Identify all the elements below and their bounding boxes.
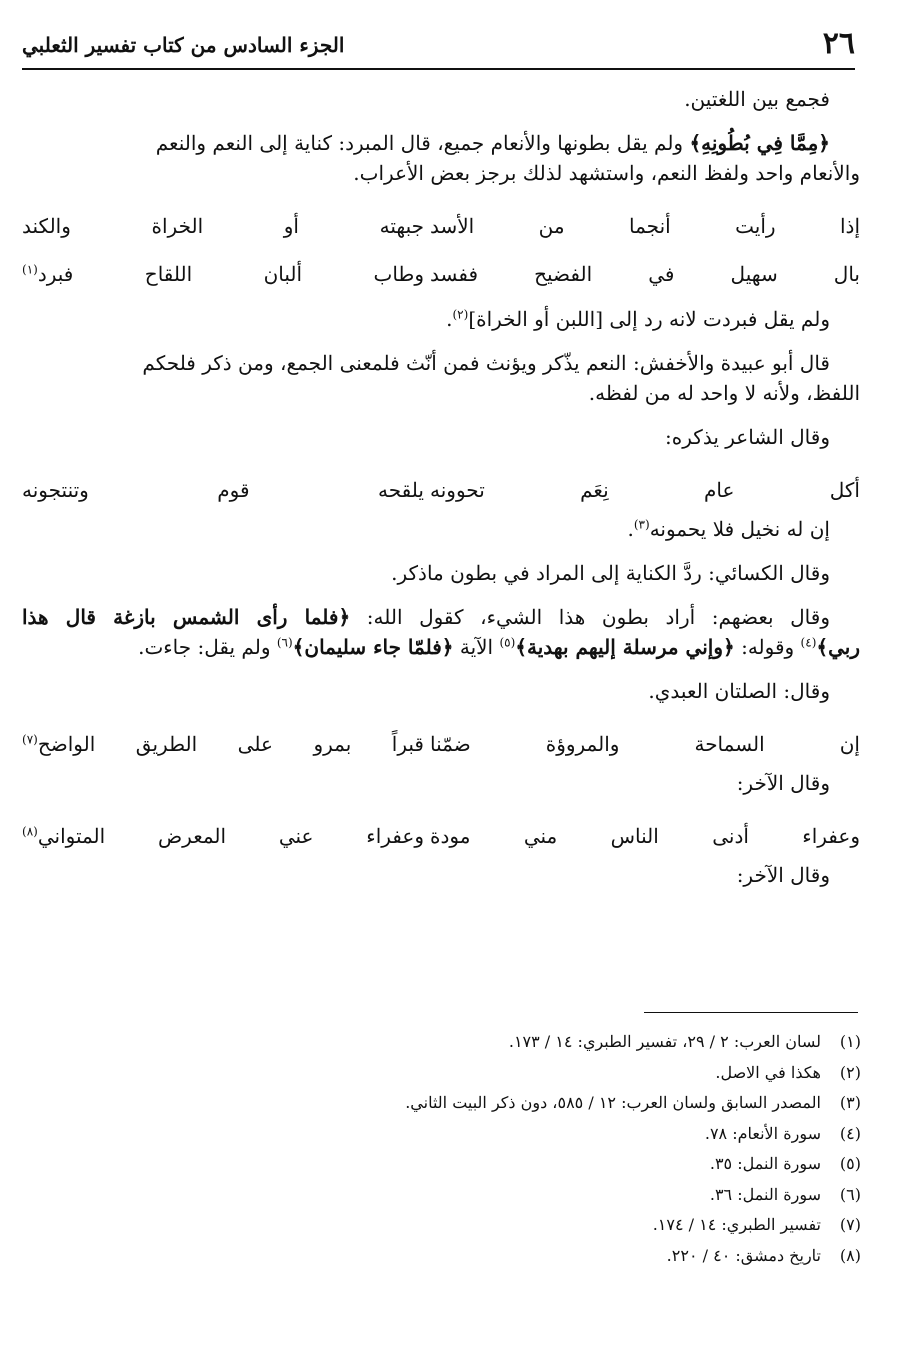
footnote-marker: (٥) <box>499 635 516 650</box>
footnote-number: (١) <box>839 1032 861 1051</box>
verse-3-continuation-text: إن له نخيل فلا يحمونه <box>649 517 830 541</box>
paragraph-6: وقال الكسائي: ردَّ الكناية إلى المراد في بطون ماذكر. <box>391 561 830 585</box>
paragraph-2-line-1 <box>22 128 860 158</box>
verse-2 <box>22 250 860 298</box>
verse-3-first-hemistich: أكل عام نِعَم تحوونه <box>430 478 860 502</box>
paragraph-10: وقال الآخر: <box>736 863 830 887</box>
main-text <box>22 84 860 890</box>
footnote-number: (٥) <box>839 1154 861 1173</box>
verse-1 <box>22 202 860 250</box>
verse-5-first-hemistich: وعفراء أدنى الناس مني مودة <box>430 824 860 848</box>
verse-1-second-hemistich: جبهته أو الخراة والكند <box>22 214 424 238</box>
verse-2-first-hemistich: بال سهيل في الفضيح ففسد <box>430 262 860 286</box>
running-title: الجزء السادس من كتاب تفسير الثعلبي <box>22 33 345 57</box>
footnote-marker: (١) <box>22 262 38 277</box>
footnote-number: (٤) <box>839 1123 861 1143</box>
verse-4-second-hemistich <box>22 720 424 768</box>
verse-2-second-hemistich <box>22 250 424 298</box>
quran-quote: ﴿مِمَّا فِي بُطُونِهِ﴾ <box>689 131 830 155</box>
verse-3 <box>22 466 860 514</box>
verse-5 <box>22 812 860 860</box>
footnote-text: هكذا في الاصل. <box>715 1062 821 1082</box>
paragraph-5: وقال الشاعر يذكره: <box>665 425 830 449</box>
paragraph-7-text: وقال بعضهم: أراد بطون هذا الشيء، كقول الله: <box>350 605 830 629</box>
footnote-4 <box>405 1119 861 1150</box>
paragraph-4-line-2: اللفظ، ولأنه لا واحد له من لفظه. <box>588 381 860 405</box>
verse-2-second-text: وطاب ألبان اللقاح فبرد <box>37 262 424 286</box>
paragraph-7-text: ولم يقل: جاءت. <box>138 635 277 659</box>
footnote-text: سورة النمل: ٣٥. <box>709 1154 821 1173</box>
footnote-marker: (٣) <box>633 517 650 532</box>
page-number: ٢٦ <box>822 26 855 61</box>
footnote-text: تفسير الطبري: ١٤ / ١٧٤. <box>652 1215 821 1234</box>
footnote-text: المصدر السابق ولسان العرب: ١٢ / ٥٨٥، دون ذكر البيت الثاني. <box>405 1093 821 1112</box>
footnote-marker: (٤) <box>800 635 817 650</box>
quran-quote: ﴿فلمّا جاء سليمان﴾ <box>292 635 454 659</box>
footnote-5 <box>405 1149 861 1180</box>
verse-3-continuation-end: . <box>627 517 634 541</box>
paragraph-2-text: ولم يقل بطونها والأنعام جميع، قال المبرد: كناية إلى النعم والنعم <box>155 131 690 155</box>
footnote-2 <box>405 1058 861 1089</box>
paragraph-7-text: الآية <box>453 635 500 659</box>
quran-quote: ﴿فلما رأى الشمس بازغة قال هذا <box>22 605 351 629</box>
footnote-3 <box>405 1088 861 1119</box>
footnote-number: (٨) <box>839 1245 861 1265</box>
footnote-text: تاريخ دمشق: ٤٠ / ٢٢٠. <box>666 1245 821 1265</box>
footnote-marker: (٨) <box>22 824 38 839</box>
footnote-1 <box>405 1027 861 1058</box>
footnote-separator <box>644 1012 858 1013</box>
footnote-text: سورة النمل: ٣٦. <box>709 1184 821 1204</box>
footnote-number: (٢) <box>839 1062 861 1082</box>
paragraph-7-text: وقوله: <box>734 635 801 659</box>
paragraph-3 <box>22 304 860 334</box>
footnotes <box>405 1027 861 1271</box>
footnote-6 <box>405 1180 861 1211</box>
paragraph-7-line-2 <box>22 632 860 662</box>
paragraph-3-end: . <box>446 307 453 331</box>
verse-1-first-hemistich: إذا رأيت أنجما من الأسد <box>430 214 860 238</box>
verse-4-first-hemistich: إن السماحة والمروؤة ضمّنا <box>430 732 860 756</box>
footnote-text: لسان العرب: ٢ / ٢٩، تفسير الطبري: ١٤ / ١٧٣. <box>508 1032 821 1051</box>
footnote-text: سورة الأنعام: ٧٨. <box>704 1123 821 1143</box>
footnote-number: (٣) <box>839 1093 861 1112</box>
paragraph-9: وقال الآخر: <box>736 771 830 795</box>
footnote-marker: (٧) <box>22 732 38 747</box>
verse-4 <box>22 720 860 768</box>
verse-3-second-hemistich: يلقحه قوم وتنتجونه <box>22 478 424 502</box>
paragraph-4-line-1: قال أبو عبيدة والأخفش: النعم يذّكر ويؤنث فمن أنّث فلمعنى الجمع، ومن ذكر فلحكم <box>142 351 830 375</box>
footnote-7 <box>405 1210 861 1241</box>
footnote-number: (٦) <box>839 1184 861 1204</box>
paragraph-3-text: ولم يقل فبردت لانه رد إلى [اللبن أو الخراة] <box>468 307 830 331</box>
verse-3-continuation <box>22 514 860 544</box>
verse-5-second-text: وعفراء عني المعرض المتواني <box>37 824 424 848</box>
paragraph-7-line-1 <box>22 602 860 632</box>
footnote-number: (٧) <box>839 1215 861 1234</box>
footnote-8 <box>405 1241 861 1272</box>
quran-quote: ربي﴾ <box>816 635 860 659</box>
verse-5-second-hemistich <box>22 812 424 860</box>
footnote-marker: (٢) <box>452 307 469 322</box>
verse-4-second-text: قبراً بمرو على الطريق الواضح <box>37 732 424 756</box>
page-header <box>22 24 855 70</box>
paragraph-2-line-2: والأنعام واحد ولفظ النعم، واستشهد لذلك برجز بعض الأعراب. <box>353 161 860 185</box>
quran-quote: ﴿وإني مرسلة إليهم بهدية﴾ <box>515 635 735 659</box>
paragraph-8: وقال: الصلتان العبدي. <box>648 679 830 703</box>
footnote-marker: (٦) <box>276 635 293 650</box>
paragraph-1: فجمع بين اللغتين. <box>684 87 830 111</box>
